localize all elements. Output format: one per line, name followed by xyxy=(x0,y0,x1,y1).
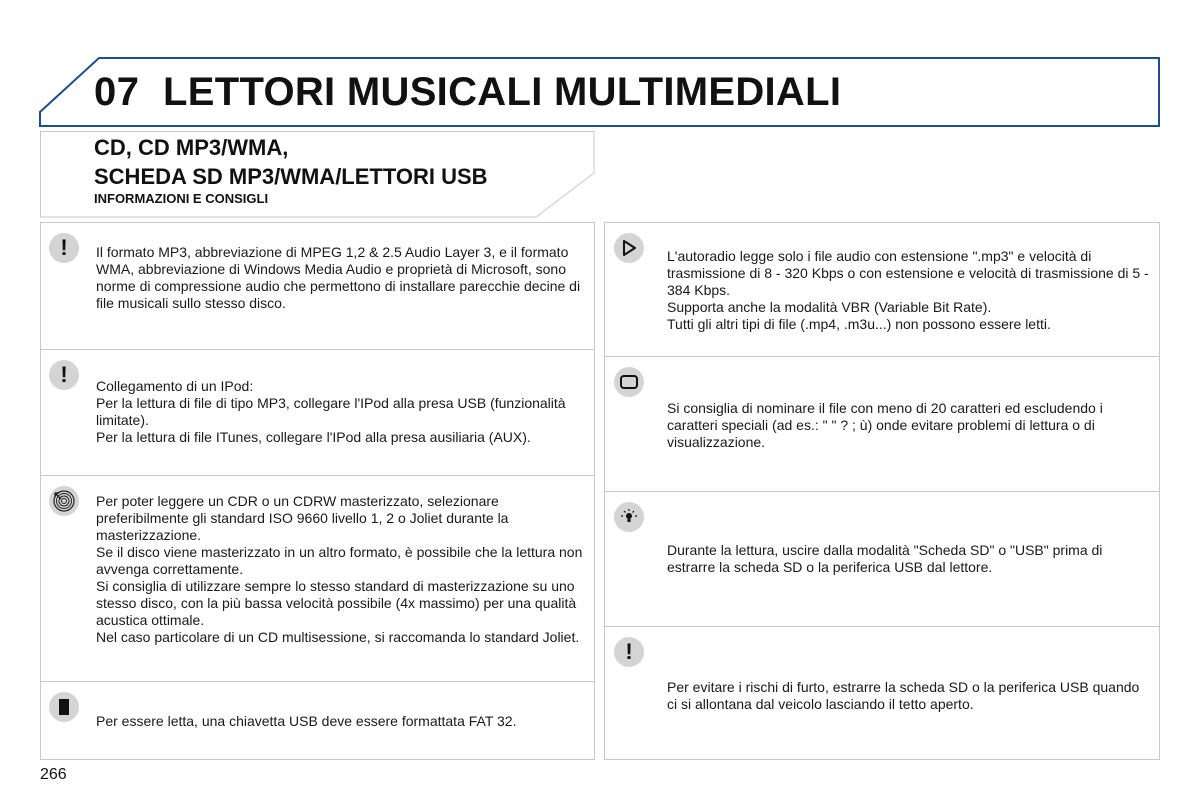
paragraph: Per evitare i rischi di furto, estrarre la scheda SD o la periferica USB quando ci si allontana dal veicolo lasciando il tetto aperto. xyxy=(667,679,1140,712)
info-box-audio-format xyxy=(605,223,1159,357)
screen-icon xyxy=(614,367,644,397)
disc-icon xyxy=(49,486,79,516)
paragraph: Supporta anche la modalità VBR (Variable Bit Rate). xyxy=(667,299,992,315)
exclamation-icon: ! xyxy=(614,637,644,667)
section-subtitle: INFORMAZIONI E CONSIGLI xyxy=(94,191,269,206)
info-text xyxy=(667,248,1149,333)
page-number: 266 xyxy=(40,766,67,783)
right-info-column xyxy=(604,222,1160,760)
paragraph: Per la lettura di file ITunes, collegare l'IPod alla presa ausiliaria (AUX). xyxy=(96,429,531,445)
info-box-ipod xyxy=(41,350,594,476)
paragraph: Nel caso particolare di un CD multisessione, si raccomanda lo standard Joliet. xyxy=(96,629,580,645)
chapter-title: LETTORI MUSICALI MULTIMEDIALI xyxy=(163,70,842,114)
paragraph: Per la lettura di file di tipo MP3, collegare l'IPod alla presa USB (funzionalità limitate). xyxy=(96,395,566,428)
info-box-eject-media xyxy=(605,492,1159,627)
info-text xyxy=(96,244,584,312)
info-box-file-naming xyxy=(605,357,1159,492)
info-box-usb-format xyxy=(41,682,594,761)
paragraph: Collegamento di un IPod: xyxy=(96,378,254,394)
info-box-theft-warning xyxy=(605,627,1159,761)
exclamation-icon: ! xyxy=(49,360,79,390)
info-text xyxy=(96,493,584,646)
paragraph: Si consiglia di utilizzare sempre lo stesso standard di masterizzazione su uno stesso disco, con la più bassa velocità possibile (4x massimo) per una qualità acustica ottimale. xyxy=(96,578,577,628)
paragraph: Tutti gli altri tipi di file (.mp4, .m3u...) non possono essere letti. xyxy=(667,316,1051,332)
usb-key-icon xyxy=(49,692,79,722)
paragraph: Per essere letta, una chiavetta USB deve essere formattata FAT 32. xyxy=(96,713,517,729)
section-title-line2: SCHEDA SD MP3/WMA/LETTORI USB xyxy=(94,164,488,189)
info-text xyxy=(96,713,584,730)
info-text xyxy=(667,679,1149,713)
info-text xyxy=(667,542,1149,576)
chapter-number: 07 xyxy=(94,70,140,114)
paragraph: Per poter leggere un CDR o un CDRW masterizzato, selezionare preferibilmente gli standard ISO 9660 livello 1, 2 o Joliet durante la masterizzazione. xyxy=(96,493,509,543)
paragraph: Durante la lettura, uscire dalla modalità "Scheda SD" o "USB" prima di estrarre la scheda SD o la periferica USB dal lettore. xyxy=(667,542,1103,575)
paragraph: L'autoradio legge solo i file audio con estensione ".mp3" e velocità di trasmissione di 8 - 320 Kbps o con estensione e velocità di trasmissione di 5 - 384 Kbps. xyxy=(667,248,1149,298)
info-text xyxy=(667,400,1149,451)
light-bulb-icon xyxy=(614,502,644,532)
info-text xyxy=(96,378,584,446)
paragraph: Il formato MP3, abbreviazione di MPEG 1,2 & 2.5 Audio Layer 3, e il formato WMA, abbreviazione di Windows Media Audio e proprietà di Microsoft, sono norme di compressione audio che permettono di installare parecchie decine di file musicali sullo stesso disco. xyxy=(96,244,581,311)
section-title-line1: CD, CD MP3/WMA, xyxy=(94,135,289,160)
left-info-column xyxy=(40,222,595,760)
info-box-cd-burning xyxy=(41,476,594,682)
play-icon xyxy=(614,233,644,263)
exclamation-icon: ! xyxy=(49,233,79,263)
paragraph: Si consiglia di nominare il file con meno di 20 caratteri ed escludendo i caratteri speciali (ad es.: " " ? ; ù) onde evitare problemi di lettura o di visualizzazione. xyxy=(667,400,1103,450)
info-box-mp3-wma xyxy=(41,223,594,350)
paragraph: Se il disco viene masterizzato in un altro formato, è possibile che la lettura non avvenga correttamente. xyxy=(96,544,583,577)
